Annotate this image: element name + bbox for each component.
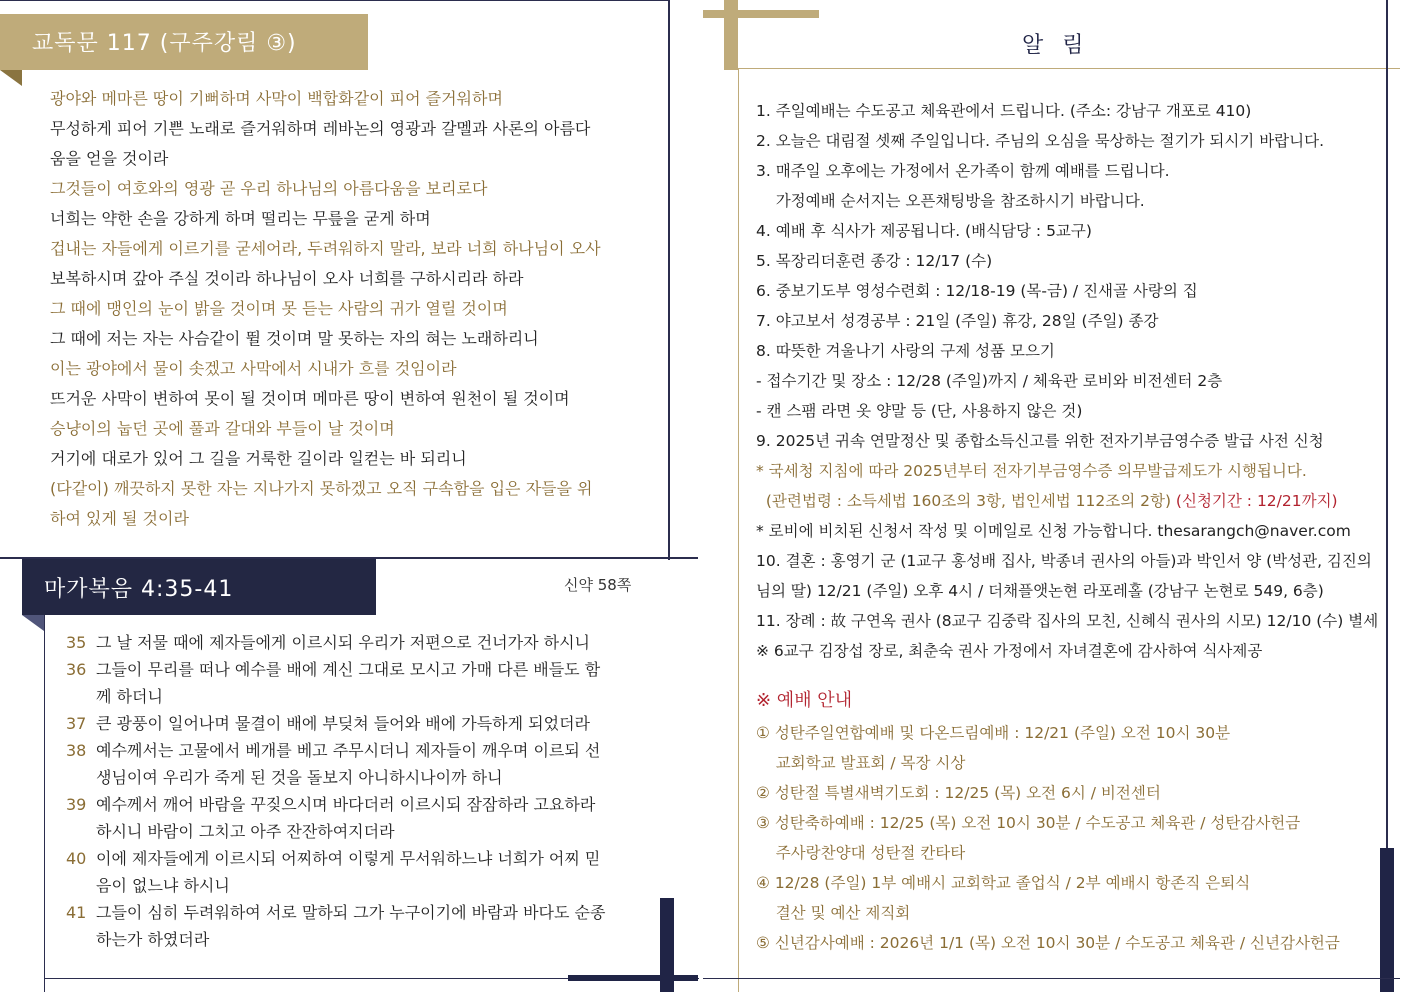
verse-number: 36 — [66, 660, 87, 679]
worship-heading: ※ 예배 안내 — [756, 690, 853, 711]
left-top-rule — [0, 0, 668, 1]
worship-item: ⑤ 신년감사예배 : 2026년 1/1 (목) 오전 10시 30분 / 수도공고 체육관 / 신년감사헌금 — [756, 934, 1340, 952]
verse-text: 하는가 하였더라 — [96, 930, 210, 949]
right-top-rule — [738, 68, 1400, 69]
reading-title: 교독문 117 (구주강림 ③) — [32, 31, 297, 56]
reading-line: 거기에 대로가 있어 그 길을 거룩한 길이라 일컫는 바 되리니 — [50, 449, 467, 468]
reading-line: 보복하시며 갚아 주실 것이라 하나님이 오사 너희를 구하시리라 하라 — [50, 269, 524, 288]
notice-text: 4. 예배 후 식사가 제공됩니다. (배식담당 : 5교구) — [756, 222, 1092, 240]
worship-item: ③ 성탄축하예배 : 12/25 (목) 오전 10시 30분 / 수도공고 체육관 / 성탄감사헌금 — [756, 814, 1301, 832]
reading-line: 그 때에 저는 자는 사슴같이 뛸 것이며 말 못하는 자의 혀는 노래하리니 — [50, 329, 539, 348]
notice-line — [756, 606, 1378, 636]
notice-text: 6. 중보기도부 영성수련회 : 12/18-19 (목-금) / 진새골 사랑의 집 — [756, 282, 1198, 300]
worship-list — [756, 718, 1340, 958]
reading-line: 움을 얻을 것이라 — [50, 149, 169, 168]
verse-text: 그 날 저물 때에 제자들에게 이르시되 우리가 저편으로 건너가자 하시니 — [96, 633, 590, 652]
notice-line — [756, 216, 1378, 246]
notice-text: (관련법령 : 소득세법 160조의 3항, 법인세법 112조의 2항) — [756, 492, 1171, 510]
reading-line: (다같이) 깨끗하지 못한 자는 지나가지 못하겠고 오직 구속함을 입은 자들을 위 — [50, 479, 593, 498]
worship-item: ① 성탄주일연합예배 및 다온드림예배 : 12/21 (주일) 오전 10시 30분 — [756, 724, 1231, 742]
reading-line: 그것들이 여호와의 영광 곧 우리 하나님의 아름다움을 보리로다 — [50, 179, 488, 198]
worship-item: ④ 12/28 (주일) 1부 예배시 교회학교 졸업식 / 2부 예배시 항존직 은퇴식 — [756, 874, 1251, 892]
notice-line — [756, 456, 1378, 486]
right-bottom-rule — [703, 978, 1400, 979]
verse-text: 음이 없느냐 하시니 — [96, 876, 230, 895]
notice-line — [756, 426, 1378, 456]
verse-number: 39 — [66, 795, 87, 814]
verse-text: 이에 제자들에게 이르시되 어찌하여 이렇게 무서워하느냐 너희가 어찌 믿 — [96, 849, 601, 868]
reading-line: 너희는 약한 손을 강하게 하며 떨리는 무릎을 굳게 하며 — [50, 209, 431, 228]
reading-line: 그 때에 맹인의 눈이 밝을 것이며 못 듣는 사람의 귀가 열릴 것이며 — [50, 299, 508, 318]
worship-item: 결산 및 예산 제직회 — [756, 904, 911, 922]
verse — [66, 629, 605, 656]
reading-line: 이는 광야에서 물이 솟겠고 사막에서 시내가 흐를 것임이라 — [50, 359, 457, 378]
notice-text: 님의 딸) 12/21 (주일) 오후 4시 / 더채플앳논현 라포레홀 (강남구 논현로 549, 6층) — [756, 582, 1324, 600]
reading-line: 광야와 메마른 땅이 기뻐하며 사막이 백합화같이 피어 즐거워하며 — [50, 89, 503, 108]
verse-text: 께 하더니 — [96, 687, 163, 706]
notice-text: - 접수기간 및 장소 : 12/28 (주일)까지 / 체육관 로비와 비전센터 2층 — [756, 372, 1223, 390]
verse — [66, 899, 605, 953]
notice-text: 5. 목장리더훈련 종강 : 12/17 (수) — [756, 252, 993, 270]
reading-line: 겁내는 자들에게 이르기를 굳세어라, 두려워하지 말라, 보라 너희 하나님이 오사 — [50, 239, 601, 258]
notice-text: 3. 매주일 오후에는 가정에서 온가족이 함께 예배를 드립니다. — [756, 162, 1170, 180]
verse-number: 40 — [66, 849, 87, 868]
notice-line — [756, 486, 1378, 516]
notice-list — [756, 96, 1378, 666]
notice-title: 알 림 — [1022, 33, 1090, 58]
notice-text: 9. 2025년 귀속 연말정산 및 종합소득신고를 위한 전자기부금영수증 발급 사전 신청 — [756, 432, 1324, 450]
gospel-title: 마가복음 4:35-41 — [44, 577, 234, 602]
notice-line — [756, 576, 1378, 606]
verse — [66, 791, 605, 845]
worship-item: ② 성탄절 특별새벽기도회 : 12/25 (목) 오전 6시 / 비전센터 — [756, 784, 1161, 802]
worship-item: 교회학교 발표회 / 목장 시상 — [756, 754, 966, 772]
notice-text: * 로비에 비치된 신청서 작성 및 이메일로 신청 가능합니다. thesarangch@naver.com — [756, 522, 1351, 540]
notice-line — [756, 306, 1378, 336]
notice-text: 11. 장례 : 故 구연옥 권사 (8교구 김중락 집사의 모친, 신혜식 권사의 시모) 12/10 (수) 별세 — [756, 612, 1379, 630]
verse-number: 35 — [66, 633, 87, 652]
verse-number: 41 — [66, 903, 87, 922]
notice-text: 1. 주일예배는 수도공고 체육관에서 드립니다. (주소: 강남구 개포로 410) — [756, 102, 1252, 120]
notice-text: 10. 결혼 : 홍영기 군 (1교구 홍성배 집사, 박종녀 권사의 아들)과 박인서 양 (박성관, 김진의 — [756, 552, 1372, 570]
notice-line — [756, 96, 1378, 126]
notice-line — [756, 126, 1378, 156]
notice-text: * 국세청 지침에 따라 2025년부터 전자기부금영수증 의무발급제도가 시행됩니다. — [756, 462, 1307, 480]
verse-text: 큰 광풍이 일어나며 물결이 배에 부딪쳐 들어와 배에 가득하게 되었더라 — [96, 714, 590, 733]
notice-text: 8. 따뜻한 겨울나기 사랑의 구제 성품 모으기 — [756, 342, 1055, 360]
verse — [66, 656, 605, 710]
notice-deadline: (신청기간 : 12/21까지) — [1171, 492, 1338, 510]
right-left-rule — [738, 68, 739, 992]
notice-line — [756, 636, 1378, 666]
right-page-right-rule — [1386, 0, 1388, 860]
notice-line — [756, 336, 1378, 366]
verse-text: 생님이여 우리가 죽게 된 것을 돌보지 아니하시나이까 하니 — [96, 768, 503, 787]
notice-text: 가정예배 순서지는 오픈채팅방을 참조하시기 바랍니다. — [756, 192, 1145, 210]
worship-item: 주사랑찬양대 성탄절 칸타타 — [756, 844, 966, 862]
verse-text: 예수께서는 고물에서 베개를 베고 주무시더니 제자들이 깨우며 이르되 선 — [96, 741, 601, 760]
notice-line — [756, 396, 1378, 426]
notice-line — [756, 366, 1378, 396]
notice-line — [756, 186, 1378, 216]
verse-text: 예수께서 깨어 바람을 꾸짖으시며 바다더러 이르시되 잠잠하라 고요하라 — [96, 795, 596, 814]
notice-text: - 캔 스팸 라면 옷 양말 등 (단, 사용하지 않은 것) — [756, 402, 1083, 420]
right-corner-bar — [1380, 848, 1394, 992]
reading-title-fold — [0, 70, 22, 86]
verse — [66, 737, 605, 791]
notice-text: 7. 야고보서 성경공부 : 21일 (주일) 휴강, 28일 (주일) 종강 — [756, 312, 1159, 330]
verse-text: 그들이 무리를 떠나 예수를 배에 계신 그대로 모시고 가매 다른 배들도 함 — [96, 660, 601, 679]
gospel-page-reference: 신약 58쪽 — [564, 576, 632, 594]
verse-number: 37 — [66, 714, 87, 733]
notice-line — [756, 516, 1378, 546]
notice-line — [756, 246, 1378, 276]
notice-text: 2. 오늘은 대림절 셋째 주일입니다. 주님의 오심을 묵상하는 절기가 되시기 바랍니다. — [756, 132, 1325, 150]
reading-line: 무성하게 피어 기쁜 노래로 즐거워하며 레바논의 영광과 갈멜과 사론의 아름다 — [50, 119, 591, 138]
gospel-verses — [66, 629, 605, 953]
notice-text: ※ 6교구 김장섭 장로, 최춘숙 권사 가정에서 자녀결혼에 감사하여 식사제공 — [756, 642, 1263, 660]
responsive-reading — [50, 84, 601, 534]
notice-line — [756, 156, 1378, 186]
reading-line: 하여 있게 될 것이라 — [50, 509, 189, 528]
left-page-right-rule — [668, 0, 670, 560]
gospel-title-fold — [22, 615, 44, 631]
cross-horizontal — [703, 10, 819, 18]
verse — [66, 710, 605, 737]
gospel-left-rule — [44, 559, 45, 992]
verse-text: 그들이 심히 두려워하여 서로 말하되 그가 누구이기에 바람과 바다도 순종 — [96, 903, 606, 922]
reading-line: 승냥이의 눕던 곳에 풀과 갈대와 부들이 날 것이며 — [50, 419, 395, 438]
notice-line — [756, 546, 1378, 576]
notice-line — [756, 276, 1378, 306]
left-corner-bar-horizontal — [568, 975, 698, 981]
reading-line: 뜨거운 사막이 변하여 못이 될 것이며 메마른 땅이 변하여 원천이 될 것이며 — [50, 389, 570, 408]
verse-text: 하시니 바람이 그치고 아주 잔잔하여지더라 — [96, 822, 395, 841]
verse — [66, 845, 605, 899]
verse-number: 38 — [66, 741, 87, 760]
